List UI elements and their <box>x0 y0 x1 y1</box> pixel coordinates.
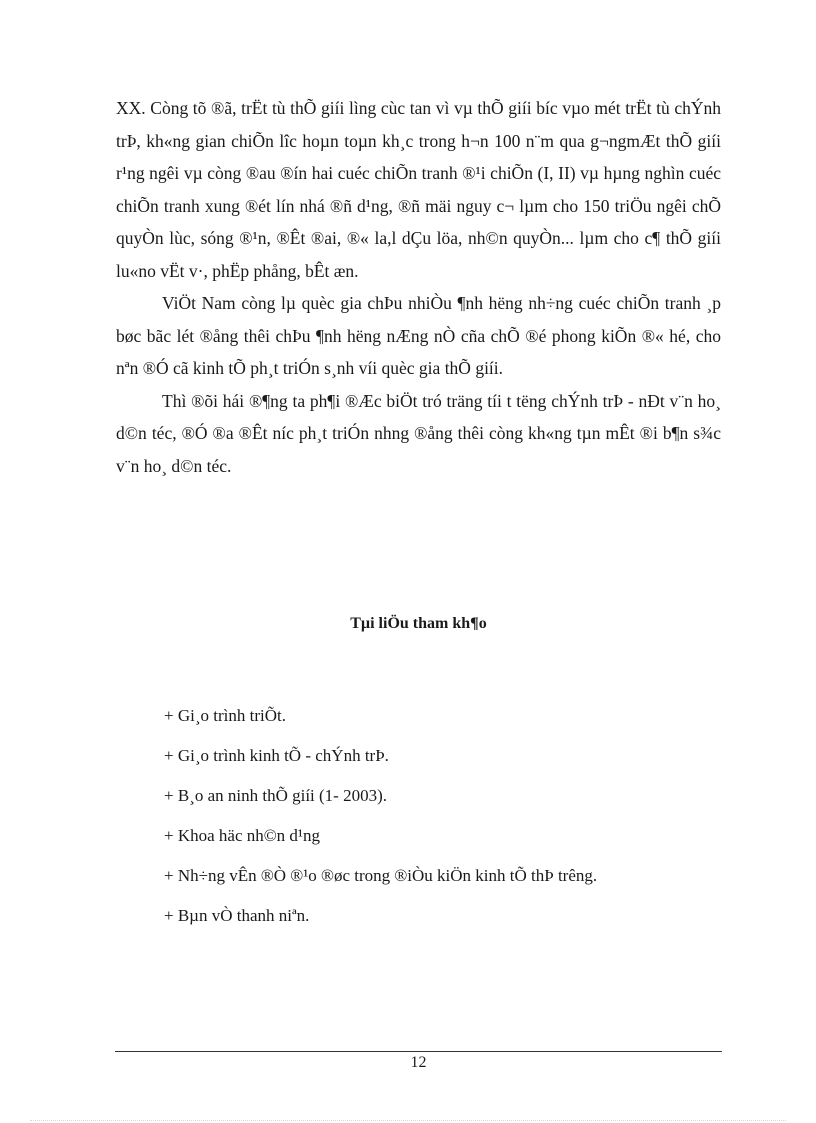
reference-item: + Gi¸o trình triÕt. <box>164 706 286 725</box>
reference-item: + Khoa häc nh©n d¹ng <box>164 826 321 845</box>
page-edge-divider <box>30 1120 786 1121</box>
reference-item: + Nh÷ng vÊn ®Ò ®¹o ®øc trong ®iÒu kiÖn kinh tÕ thÞ trêng. <box>164 866 598 885</box>
paragraph-1: XX. Còng tõ ®ã, trËt tù thÕ giíi lìng cùc tan vì vµ thÕ giíi bíc vµo mét trËt tù chÝnh trÞ, kh«ng gian chiÕn lîc hoµn toµn kh¸c trong h¬n 100 n¨m qua g¬ngmÆt thÕ giíi r¹ng ngêi vµ còng ®au ®ín hai cuéc chiÕn tranh ®¹i chiÕn (I, II) vµ hµng nghìn cuéc chiÕn tranh xung ®ét lín nhá ®ñ d¹ng, ®ñ mäi nguy c¬ lµm cho 150 triÖu ngêi chÕ quyÒn lùc, sóng ®¹n, ®Êt ®ai, ®« la,l dÇu löa, nh©n quyÒn... lµm cho c¶ thÕ giíi lu«no vËt v·, phËp phång, bÊt æn. <box>116 98 721 281</box>
paragraph-3: Thì ®õi hái ®¶ng ta ph¶i ®Æc biÖt tró träng tíi t tëng chÝnh trÞ - nÐt v¨n ho¸ d©n téc, ®Ó ®a ®Êt níc ph¸t triÓn nhng ®ång thêi còng kh«ng tµn mÊt ®i b¶n s¾c v¨n ho¸ d©n téc. <box>116 390 721 476</box>
body-text <box>116 92 721 482</box>
reference-item: + B¸o an ninh thÕ giíi (1- 2003). <box>164 786 388 805</box>
reference-item: + Bµn vÒ thanh niªn. <box>164 906 310 925</box>
references-list <box>164 696 597 936</box>
page-number: 12 <box>410 1054 427 1071</box>
footer-divider <box>115 1051 722 1052</box>
references-heading: Tµi liÖu tham kh¶o <box>350 615 487 632</box>
paragraph-2: ViÖt Nam còng lµ quèc gia chÞu nhiÒu ¶nh hëng nh÷ng cuéc chiÕn tranh ¸p bøc bãc lét ®ång thêi chÞu ¶nh hëng nÆng nÒ cña chÕ ®é phong kiÕn ®« hé, cho nªn ®Ó cã kinh tÕ ph¸t triÓn s¸nh víi quèc gia thÕ giíi. <box>116 293 721 378</box>
reference-item: + Gi¸o trình kinh tÕ - chÝnh trÞ. <box>164 746 389 765</box>
